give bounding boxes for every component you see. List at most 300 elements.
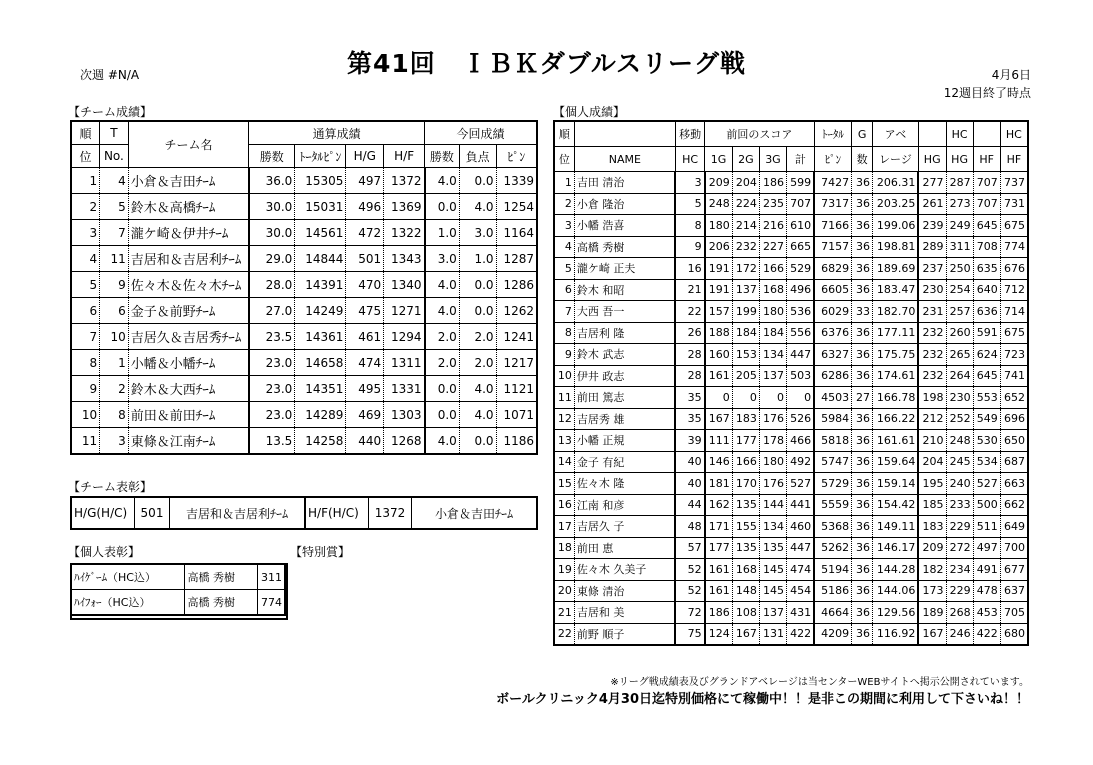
- team-cell-name: 金子＆前野ﾁｰﾑ: [128, 298, 249, 324]
- team-cell-total: 14658: [295, 350, 346, 376]
- team-award-hg-value: 501: [135, 497, 170, 529]
- individual-cell-g: 27: [852, 387, 873, 409]
- team-cell-hg: 469: [346, 402, 384, 428]
- individual-cell-hg: 289: [918, 236, 946, 258]
- individual-cell-r: 22: [554, 623, 574, 645]
- individual-cell-t: 4664: [814, 602, 852, 624]
- individual-cell-s: 431: [787, 602, 815, 624]
- individual-row: [554, 387, 1028, 409]
- team-cell-cp: 1217: [496, 350, 537, 376]
- individual-cell-hchf: 705: [1000, 602, 1028, 624]
- section-team-award: 【チーム表彰】: [68, 480, 153, 494]
- team-cell-rank: 10: [71, 402, 100, 428]
- team-cell-rank: 11: [71, 428, 100, 455]
- ind-header-total-bottom: ﾋﾟﾝ: [814, 147, 852, 172]
- team-cell-cl: 4.0: [459, 194, 496, 220]
- individual-cell-hf: 530: [973, 430, 1000, 452]
- individual-cell-hchf: 676: [1000, 258, 1028, 280]
- individual-cell-g2: 168: [732, 559, 759, 581]
- individual-cell-g3: 145: [759, 559, 786, 581]
- team-cell-rank: 8: [71, 350, 100, 376]
- individual-cell-a: 183.47: [873, 279, 919, 301]
- individual-cell-hg: 209: [918, 537, 946, 559]
- footer-note: ※リーグ戦成績表及びグランドアベレージは当センターWEBサイトへ掲示公開されています。: [610, 677, 1029, 688]
- team-cell-wins: 23.0: [249, 402, 295, 428]
- individual-cell-hf: 645: [973, 215, 1000, 237]
- individual-cell-hf: 707: [973, 172, 1000, 194]
- footer-promo: ボールクリニック4月30日迄特別価格にて稼働中！！是非この期間に利用して下さいね！！: [496, 692, 1029, 707]
- individual-cell-hc: 57: [675, 537, 704, 559]
- individual-cell-g1: 177: [705, 537, 733, 559]
- individual-cell-s: 474: [787, 559, 815, 581]
- individual-cell-a: 159.64: [873, 451, 919, 473]
- individual-cell-g1: 206: [705, 236, 733, 258]
- team-award-hg-team: 吉居和＆吉居利ﾁｰﾑ: [170, 497, 306, 529]
- next-week-label: 次週 #N/A: [80, 68, 140, 82]
- individual-cell-hchg: 268: [946, 602, 973, 624]
- individual-cell-g: 36: [852, 602, 873, 624]
- individual-cell-hc: 3: [675, 172, 704, 194]
- individual-cell-hg: 182: [918, 559, 946, 581]
- individual-cell-g1: 111: [705, 430, 733, 452]
- individual-cell-hc: 44: [675, 494, 704, 516]
- individual-row: [554, 236, 1028, 258]
- ind-header-total: ﾄｰﾀﾙ: [814, 121, 852, 147]
- header-hg: H/G: [346, 145, 384, 168]
- team-cell-name: 佐々木＆佐々木ﾁｰﾑ: [128, 272, 249, 298]
- team-cell-cw: 3.0: [425, 246, 460, 272]
- individual-cell-hchf: 737: [1000, 172, 1028, 194]
- individual-cell-g: 36: [852, 537, 873, 559]
- individual-cell-hc: 8: [675, 215, 704, 237]
- individual-cell-t: 6605: [814, 279, 852, 301]
- team-cell-rank: 9: [71, 376, 100, 402]
- individual-cell-g1: 167: [705, 408, 733, 430]
- team-cell-hf: 1372: [384, 168, 425, 194]
- individual-cell-name: 佐々木 隆: [574, 473, 675, 495]
- individual-cell-name: 鈴木 和昭: [574, 279, 675, 301]
- individual-cell-s: 447: [787, 537, 815, 559]
- individual-cell-g1: 161: [705, 365, 733, 387]
- individual-row: [554, 215, 1028, 237]
- individual-cell-g1: 248: [705, 193, 733, 215]
- individual-cell-r: 8: [554, 322, 574, 344]
- ind-header-hchf: HC: [1000, 121, 1028, 147]
- ind-header-hg: HG: [918, 147, 946, 172]
- team-cell-cp: 1262: [496, 298, 537, 324]
- team-cell-no: 7: [100, 220, 129, 246]
- individual-cell-g3: 227: [759, 236, 786, 258]
- individual-cell-hchf: 731: [1000, 193, 1028, 215]
- individual-cell-g2: 183: [732, 408, 759, 430]
- individual-cell-hchg: 250: [946, 258, 973, 280]
- individual-cell-hchg: 264: [946, 365, 973, 387]
- team-row: [71, 272, 537, 298]
- header-cumulative: 通算成績: [249, 121, 425, 145]
- individual-cell-s: 707: [787, 193, 815, 215]
- team-row: [71, 402, 537, 428]
- ind-header-rank-bottom: 位: [554, 147, 574, 172]
- individual-cell-g2: 155: [732, 516, 759, 538]
- individual-award-name: 高橋 秀樹: [185, 590, 258, 616]
- section-special-award: 【特別賞】: [290, 545, 351, 559]
- individual-cell-hchf: 637: [1000, 580, 1028, 602]
- individual-cell-t: 5368: [814, 516, 852, 538]
- individual-cell-g: 36: [852, 322, 873, 344]
- individual-cell-hchf: 700: [1000, 537, 1028, 559]
- individual-cell-s: 454: [787, 580, 815, 602]
- individual-cell-hg: 232: [918, 322, 946, 344]
- team-cell-rank: 6: [71, 298, 100, 324]
- individual-cell-g3: 186: [759, 172, 786, 194]
- individual-cell-hc: 72: [675, 602, 704, 624]
- team-cell-hg: 472: [346, 220, 384, 246]
- individual-cell-hg: 239: [918, 215, 946, 237]
- individual-cell-hc: 22: [675, 301, 704, 323]
- team-cell-cl: 0.0: [459, 428, 496, 455]
- team-cell-cl: 2.0: [459, 350, 496, 376]
- individual-cell-g: 36: [852, 408, 873, 430]
- individual-cell-g2: 177: [732, 430, 759, 452]
- team-cell-total: 14258: [295, 428, 346, 455]
- individual-cell-t: 6029: [814, 301, 852, 323]
- team-row: [71, 350, 537, 376]
- team-cell-hf: 1268: [384, 428, 425, 455]
- individual-cell-s: 441: [787, 494, 815, 516]
- team-cell-no: 9: [100, 272, 129, 298]
- individual-cell-hchf: 649: [1000, 516, 1028, 538]
- header-rank: 順: [71, 121, 100, 145]
- individual-cell-t: 5818: [814, 430, 852, 452]
- team-cell-name: 小幡＆小幡ﾁｰﾑ: [128, 350, 249, 376]
- team-cell-cl: 0.0: [459, 272, 496, 298]
- team-cell-total: 14561: [295, 220, 346, 246]
- team-cell-total: 14391: [295, 272, 346, 298]
- team-cell-cp: 1164: [496, 220, 537, 246]
- individual-cell-hc: 35: [675, 387, 704, 409]
- individual-cell-name: 江南 和彦: [574, 494, 675, 516]
- team-cell-cl: 2.0: [459, 324, 496, 350]
- individual-cell-a: 116.92: [873, 623, 919, 645]
- individual-cell-hchg: 230: [946, 387, 973, 409]
- ind-header-name-top: [574, 121, 675, 147]
- individual-cell-g3: 166: [759, 258, 786, 280]
- individual-cell-r: 19: [554, 559, 574, 581]
- individual-cell-hg: 189: [918, 602, 946, 624]
- individual-cell-g2: 135: [732, 494, 759, 516]
- individual-cell-r: 16: [554, 494, 574, 516]
- individual-cell-r: 15: [554, 473, 574, 495]
- individual-award-label: ﾊｲｹﾞｰﾑ（HC込）: [71, 564, 185, 590]
- individual-cell-hf: 511: [973, 516, 1000, 538]
- team-award-hf-label: H/F(H/C): [305, 497, 369, 529]
- individual-cell-hchg: 257: [946, 301, 973, 323]
- team-cell-cl: 4.0: [459, 376, 496, 402]
- individual-cell-s: 496: [787, 279, 815, 301]
- team-cell-total: 14289: [295, 402, 346, 428]
- team-cell-cp: 1121: [496, 376, 537, 402]
- individual-cell-g2: 170: [732, 473, 759, 495]
- individual-cell-s: 529: [787, 258, 815, 280]
- ind-header-hf: HF: [973, 147, 1000, 172]
- individual-cell-t: 6376: [814, 322, 852, 344]
- individual-cell-a: 174.61: [873, 365, 919, 387]
- individual-cell-g3: 180: [759, 451, 786, 473]
- individual-cell-g3: 176: [759, 408, 786, 430]
- individual-cell-a: 203.25: [873, 193, 919, 215]
- individual-cell-g3: 137: [759, 602, 786, 624]
- individual-row: [554, 365, 1028, 387]
- individual-cell-hg: 212: [918, 408, 946, 430]
- individual-cell-hchg: 233: [946, 494, 973, 516]
- team-cell-rank: 1: [71, 168, 100, 194]
- individual-row: [554, 172, 1028, 194]
- individual-cell-hg: 195: [918, 473, 946, 495]
- individual-cell-hf: 527: [973, 473, 1000, 495]
- individual-cell-g: 36: [852, 236, 873, 258]
- team-cell-hg: 440: [346, 428, 384, 455]
- individual-cell-hchf: 680: [1000, 623, 1028, 645]
- ind-header-move-bottom: HC: [675, 147, 704, 172]
- individual-cell-g1: 157: [705, 301, 733, 323]
- ind-header-hg-top: [918, 121, 946, 147]
- individual-cell-g2: 172: [732, 258, 759, 280]
- individual-award-label: ﾊｲﾌｫｰ（HC込）: [71, 590, 185, 616]
- individual-cell-t: 6286: [814, 365, 852, 387]
- team-cell-rank: 2: [71, 194, 100, 220]
- team-cell-name: 東條＆江南ﾁｰﾑ: [128, 428, 249, 455]
- individual-cell-t: 5186: [814, 580, 852, 602]
- ind-header-sum: 計: [787, 147, 815, 172]
- individual-cell-hc: 52: [675, 580, 704, 602]
- individual-cell-hchg: 229: [946, 580, 973, 602]
- team-cell-wins: 13.5: [249, 428, 295, 455]
- team-cell-cw: 4.0: [425, 168, 460, 194]
- individual-cell-g: 36: [852, 172, 873, 194]
- individual-cell-a: 161.61: [873, 430, 919, 452]
- individual-cell-hchg: 246: [946, 623, 973, 645]
- individual-cell-name: 金子 有紀: [574, 451, 675, 473]
- individual-cell-g1: 146: [705, 451, 733, 473]
- individual-results-table: [553, 120, 1029, 646]
- header-team-no: T: [100, 121, 129, 145]
- individual-cell-a: 177.11: [873, 322, 919, 344]
- individual-cell-g3: 176: [759, 473, 786, 495]
- individual-cell-g1: 124: [705, 623, 733, 645]
- team-cell-wins: 30.0: [249, 194, 295, 220]
- individual-cell-name: 佐々木 久美子: [574, 559, 675, 581]
- individual-cell-hf: 708: [973, 236, 1000, 258]
- individual-cell-hchf: 662: [1000, 494, 1028, 516]
- individual-cell-t: 5262: [814, 537, 852, 559]
- individual-cell-hf: 640: [973, 279, 1000, 301]
- individual-cell-t: 7317: [814, 193, 852, 215]
- individual-cell-a: 144.06: [873, 580, 919, 602]
- individual-row: [554, 494, 1028, 516]
- individual-cell-g3: 145: [759, 580, 786, 602]
- team-cell-cw: 0.0: [425, 194, 460, 220]
- individual-cell-g2: 199: [732, 301, 759, 323]
- team-cell-no: 5: [100, 194, 129, 220]
- individual-cell-hchg: 245: [946, 451, 973, 473]
- individual-cell-a: 182.70: [873, 301, 919, 323]
- individual-cell-s: 422: [787, 623, 815, 645]
- team-cell-hf: 1369: [384, 194, 425, 220]
- individual-cell-hc: 21: [675, 279, 704, 301]
- individual-cell-g2: 184: [732, 322, 759, 344]
- individual-cell-a: 166.22: [873, 408, 919, 430]
- team-cell-no: 4: [100, 168, 129, 194]
- ind-header-rank: 順: [554, 121, 574, 147]
- as-of-label: 12週目終了時点: [943, 86, 1031, 100]
- individual-cell-g2: 166: [732, 451, 759, 473]
- team-cell-wins: 23.0: [249, 350, 295, 376]
- ind-header-hchg-bottom: HG: [946, 147, 973, 172]
- individual-cell-t: 7166: [814, 215, 852, 237]
- individual-cell-hchf: 696: [1000, 408, 1028, 430]
- individual-cell-a: 199.06: [873, 215, 919, 237]
- individual-cell-hchf: 687: [1000, 451, 1028, 473]
- individual-cell-t: 7157: [814, 236, 852, 258]
- team-cell-cl: 0.0: [459, 168, 496, 194]
- team-award-hf-value: 1372: [369, 497, 412, 529]
- individual-cell-hf: 707: [973, 193, 1000, 215]
- individual-cell-hchf: 741: [1000, 365, 1028, 387]
- individual-cell-hc: 75: [675, 623, 704, 645]
- individual-cell-hg: 232: [918, 365, 946, 387]
- individual-cell-hc: 16: [675, 258, 704, 280]
- individual-cell-hf: 534: [973, 451, 1000, 473]
- team-cell-no: 1: [100, 350, 129, 376]
- individual-cell-g2: 153: [732, 344, 759, 366]
- individual-cell-g3: 178: [759, 430, 786, 452]
- individual-cell-hg: 261: [918, 193, 946, 215]
- individual-cell-s: 665: [787, 236, 815, 258]
- individual-cell-hf: 624: [973, 344, 1000, 366]
- team-cell-name: 小倉＆吉田ﾁｰﾑ: [128, 168, 249, 194]
- individual-award-row: [71, 590, 285, 616]
- team-cell-cw: 1.0: [425, 220, 460, 246]
- individual-cell-g: 36: [852, 344, 873, 366]
- team-cell-cl: 1.0: [459, 246, 496, 272]
- individual-cell-r: 11: [554, 387, 574, 409]
- individual-cell-g1: 191: [705, 279, 733, 301]
- team-cell-cw: 0.0: [425, 376, 460, 402]
- team-cell-wins: 29.0: [249, 246, 295, 272]
- header-team-name: チーム名: [128, 121, 249, 168]
- individual-cell-hg: 237: [918, 258, 946, 280]
- team-cell-cl: 4.0: [459, 402, 496, 428]
- individual-cell-hchf: 712: [1000, 279, 1028, 301]
- individual-cell-hg: 185: [918, 494, 946, 516]
- individual-cell-name: 小倉 隆治: [574, 193, 675, 215]
- team-cell-no: 3: [100, 428, 129, 455]
- team-cell-total: 15031: [295, 194, 346, 220]
- individual-cell-hf: 500: [973, 494, 1000, 516]
- individual-cell-g: 36: [852, 451, 873, 473]
- individual-cell-name: 小幡 浩喜: [574, 215, 675, 237]
- individual-cell-t: 4209: [814, 623, 852, 645]
- individual-cell-r: 10: [554, 365, 574, 387]
- header-cur-losses: 負点: [459, 145, 496, 168]
- individual-cell-g1: 0: [705, 387, 733, 409]
- individual-cell-hg: 230: [918, 279, 946, 301]
- individual-cell-name: 伊井 政志: [574, 365, 675, 387]
- individual-cell-s: 492: [787, 451, 815, 473]
- individual-cell-hchf: 774: [1000, 236, 1028, 258]
- individual-row: [554, 580, 1028, 602]
- individual-cell-hc: 9: [675, 236, 704, 258]
- individual-cell-t: 6829: [814, 258, 852, 280]
- individual-cell-g1: 180: [705, 215, 733, 237]
- individual-cell-s: 536: [787, 301, 815, 323]
- individual-cell-hc: 52: [675, 559, 704, 581]
- individual-cell-g: 36: [852, 494, 873, 516]
- individual-cell-hchf: 650: [1000, 430, 1028, 452]
- individual-cell-name: 鈴木 武志: [574, 344, 675, 366]
- team-cell-hf: 1311: [384, 350, 425, 376]
- individual-cell-hg: 204: [918, 451, 946, 473]
- individual-cell-g1: 161: [705, 559, 733, 581]
- individual-cell-g: 36: [852, 516, 873, 538]
- individual-cell-g3: 137: [759, 365, 786, 387]
- team-cell-no: 10: [100, 324, 129, 350]
- individual-cell-r: 12: [554, 408, 574, 430]
- team-cell-wins: 27.0: [249, 298, 295, 324]
- individual-cell-a: 175.75: [873, 344, 919, 366]
- individual-cell-hf: 453: [973, 602, 1000, 624]
- individual-cell-hg: 231: [918, 301, 946, 323]
- team-row: [71, 298, 537, 324]
- team-award-hg-label: H/G(H/C): [71, 497, 135, 529]
- individual-cell-g: 36: [852, 279, 873, 301]
- individual-cell-hchf: 723: [1000, 344, 1028, 366]
- team-row: [71, 220, 537, 246]
- individual-cell-r: 13: [554, 430, 574, 452]
- individual-cell-s: 527: [787, 473, 815, 495]
- individual-cell-a: 149.11: [873, 516, 919, 538]
- individual-cell-s: 447: [787, 344, 815, 366]
- header-team-no-bottom: No.: [100, 145, 129, 168]
- individual-cell-s: 526: [787, 408, 815, 430]
- individual-cell-g1: 161: [705, 580, 733, 602]
- individual-cell-a: 206.31: [873, 172, 919, 194]
- header-rank-bottom: 位: [71, 145, 100, 168]
- header-cur-wins: 勝数: [425, 145, 460, 168]
- header-wins: 勝数: [249, 145, 295, 168]
- individual-cell-hc: 5: [675, 193, 704, 215]
- individual-row: [554, 516, 1028, 538]
- individual-cell-g1: 181: [705, 473, 733, 495]
- team-cell-total: 15305: [295, 168, 346, 194]
- individual-cell-g2: 137: [732, 279, 759, 301]
- team-cell-hf: 1271: [384, 298, 425, 324]
- individual-cell-r: 3: [554, 215, 574, 237]
- individual-cell-name: 前野 順子: [574, 623, 675, 645]
- individual-cell-s: 610: [787, 215, 815, 237]
- team-row: [71, 324, 537, 350]
- team-cell-wins: 36.0: [249, 168, 295, 194]
- individual-cell-hchg: 249: [946, 215, 973, 237]
- individual-cell-hg: 232: [918, 344, 946, 366]
- individual-cell-g3: 144: [759, 494, 786, 516]
- individual-cell-g3: 134: [759, 516, 786, 538]
- team-cell-cl: 3.0: [459, 220, 496, 246]
- team-cell-cw: 2.0: [425, 350, 460, 376]
- team-cell-name: 瀧ケ崎＆伊井ﾁｰﾑ: [128, 220, 249, 246]
- team-row: [71, 168, 537, 194]
- team-cell-total: 14351: [295, 376, 346, 402]
